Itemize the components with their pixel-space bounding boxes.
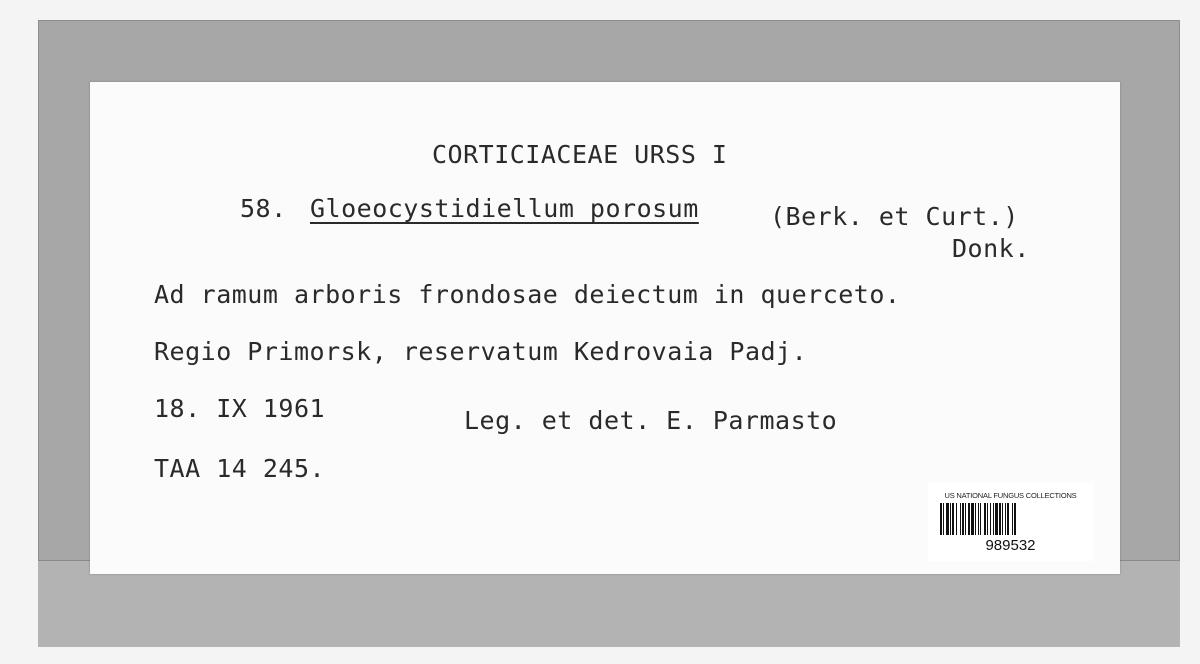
habitat-text: Ad ramum arboris frondosae deiectum in querceto.	[154, 280, 901, 309]
series-header: CORTICIACEAE URSS I	[432, 140, 728, 169]
collector-text: Leg. et det. E. Parmasto	[464, 406, 838, 435]
barcode-icon	[940, 503, 1081, 535]
entry-number: 58.	[240, 194, 287, 223]
taxon-name: Gloeocystidiellum porosum	[310, 194, 699, 223]
taxon-authority: (Berk. et Curt.)	[770, 202, 1019, 231]
collection-date: 18. IX 1961	[154, 394, 326, 423]
taxon-authority-continued: Donk.	[952, 234, 1030, 263]
barcode-label	[928, 483, 1093, 561]
barcode-number: 989532	[985, 537, 1036, 554]
accession-number: TAA 14 245.	[154, 454, 326, 483]
locality-text: Regio Primorsk, reservatum Kedrovaia Padj.	[154, 337, 808, 366]
barcode-institution: US NATIONAL FUNGUS COLLECTIONS	[944, 491, 1077, 500]
